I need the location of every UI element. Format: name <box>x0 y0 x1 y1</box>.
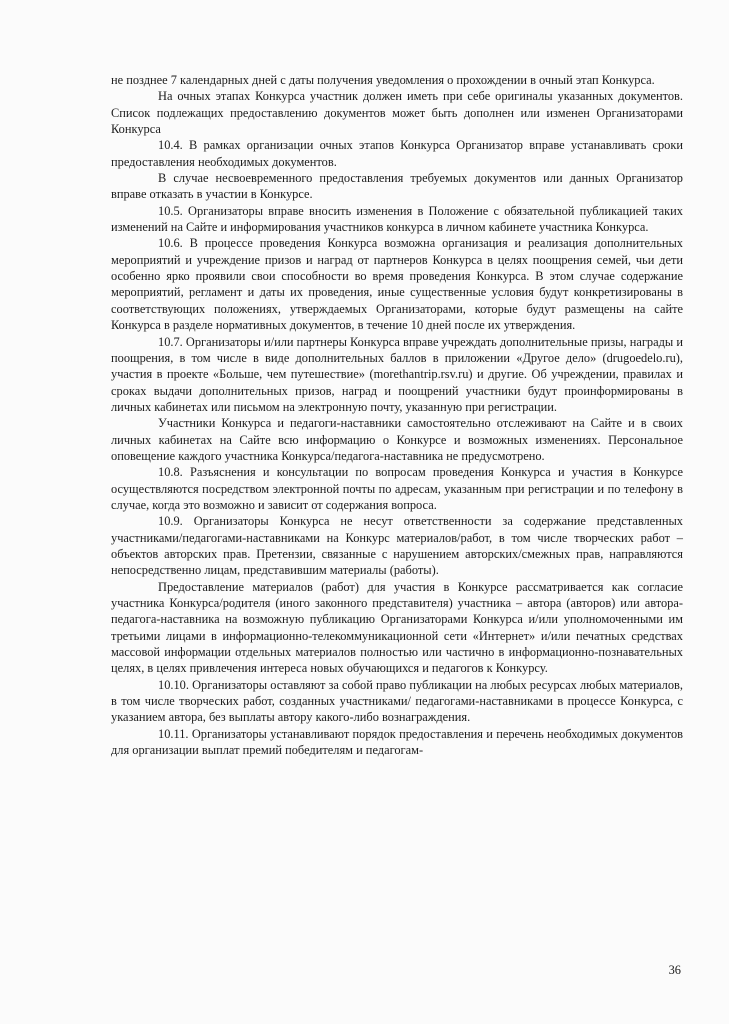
paragraph-consent: Предоставление материалов (работ) для участия в Конкурсе рассматривается как согласие участника Конкурса/родителя (иного законного представителя) участника – автора (авторов) или автора-педагога-наставника на возможную публикацию Организаторами Конкурса и/или уполномоченными им третьими лицами в информационно-телекоммуникационной сети «Интернет» и/или печатных средствах массовой информации отдельных материалов полностью или частично в информационно-познавательных целях, в целях привлечения интереса новых обучающихся и педагогов к Конкурсу. <box>111 579 683 676</box>
paragraph-original-documents: На очных этапах Конкурса участник должен иметь при себе оригиналы указанных документов. Список подлежащих предоставлению документов может быть дополнен или изменен Организаторами Конкурса <box>111 89 683 137</box>
paragraph-10-10: 10.10. Организаторы оставляют за собой право публикации на любых ресурсах любых материалов, в том числе творческих работ, созданных участниками/ педагогами-наставниками в процессе Конкурса, с указанием автора, без выплаты автору какого-либо вознаграждения. <box>111 677 683 725</box>
paragraph-10-9: 10.9. Организаторы Конкурса не несут ответственности за содержание представленных участниками/педагогами-наставниками на Конкурс материалов/работ, в том числе творческих работ – объектов авторских прав. Претензии, связанные с нарушением авторских/смежных прав, направляются непосредственно лицам, представившим материалы (работы). <box>111 514 683 578</box>
paragraph-monitoring: Участники Конкурса и педагоги-наставники самостоятельно отслеживают на Сайте и в своих личных кабинетах на Сайте всю информацию о Конкурсе и возможных изменениях. Персональное оповещение каждого участника Конкурса/педагога-наставника не предусмотрено. <box>111 416 683 463</box>
paragraph-10-8: 10.8. Разъяснения и консультации по вопросам проведения Конкурса и участия в Конкурсе осуществляются посредством электронной почты по адресам, указанным при регистрации и по телефону в случае, когда это возможно и зависит от содержания вопроса. <box>111 465 683 512</box>
paragraph-10-11: 10.11. Организаторы устанавливают порядок предоставления и перечень необходимых документов для организации выплат премий победителям и педагогам- <box>111 726 683 758</box>
paragraph-10-4: 10.4. В рамках организации очных этапов Конкурса Организатор вправе устанавливать сроки предоставления необходимых документов. <box>111 138 683 169</box>
paragraph-10-7: 10.7. Организаторы и/или партнеры Конкурса вправе учреждать дополнительные призы, награды и поощрения, в том числе в виде дополнительных баллов в приложении «Другое дело» (drugoedelo.ru), участия в проекте «Больше, чем путешествие» (morethantrip.rsv.ru) и другие. Об учреждении, правилах и сроках выдачи дополнительных призов, наград и поощрений участники будут проинформированы в личных кабинетах или письмом на электронную почту, указанную при регистрации. <box>111 334 683 414</box>
paragraph-continuation: не позднее 7 календарных дней с даты получения уведомления о прохождении в очный этап Конкурса. <box>111 73 655 87</box>
paragraph-late-submission: В случае несвоевременного предоставления требуемых документов или данных Организатор вправе отказать в участии в Конкурсе. <box>111 171 683 202</box>
paragraph-10-5: 10.5. Организаторы вправе вносить изменения в Положение с обязательной публикацией таких изменений на Сайте и информирования участников конкурса в личном кабинете участника Конкурса. <box>111 203 683 235</box>
document-body <box>111 72 683 758</box>
paragraph-10-6: 10.6. В процессе проведения Конкурса возможна организация и реализация дополнительных мероприятий и учреждение призов и наград от партнеров Конкурса в целях поощрения семей, чьи дети особенно ярко проявили свои способности во время проведения Конкурса. В этом случае содержание мероприятий, регламент и даты их проведения, иные существенные условия будут конкретизированы в соответствующих положениях, утверждаемых Организаторами, которые будут размещены на сайте Конкурса в разделе нормативных документов, в течение 10 дней после их утверждения. <box>111 236 683 333</box>
page-number: 36 <box>668 963 681 977</box>
